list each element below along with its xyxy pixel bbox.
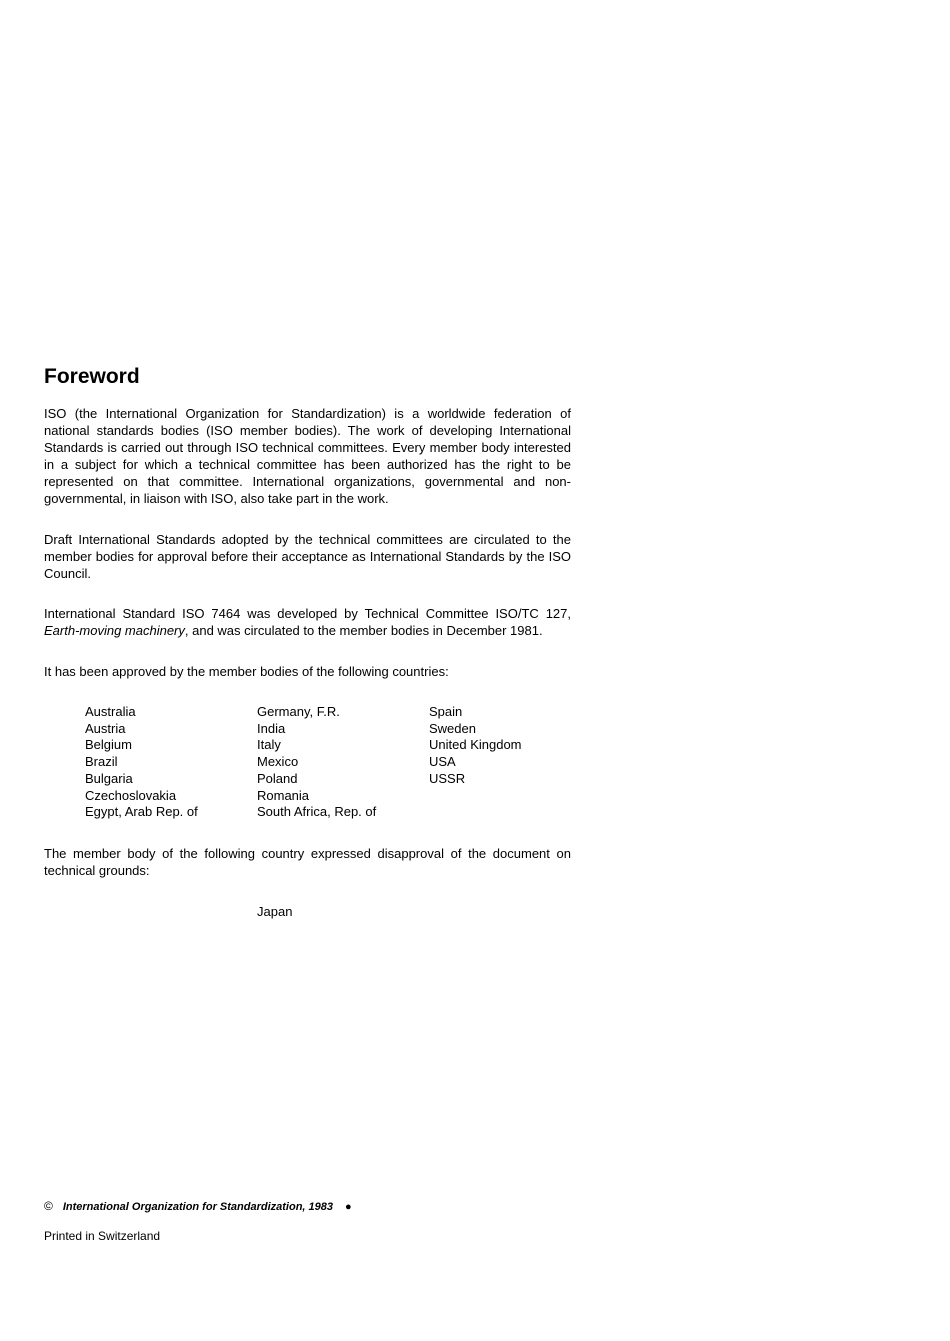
country-item: United Kingdom — [429, 737, 522, 753]
disapproving-country: Japan — [257, 904, 293, 919]
country-item: Poland — [257, 770, 298, 786]
country-item: South Africa, Rep. of — [257, 804, 377, 820]
country-item: USSR — [429, 770, 466, 786]
paragraph-development-lead: International Standard ISO 7464 was developed by Technical Committee ISO/TC 127, — [44, 606, 571, 621]
paragraph-draft-standards: Draft International Standards adopted by the technical committees are circulated to the member bodies for approval before their acceptance as International Standards by the ISO Council. — [44, 532, 571, 581]
copyright-icon: © — [44, 1199, 53, 1213]
page-title: Foreword — [44, 365, 140, 388]
paragraph-development-tail: , and was circulated to the member bodies in December 1981. — [184, 623, 543, 638]
country-item: India — [257, 720, 286, 736]
country-item: Mexico — [257, 754, 299, 770]
bullet-icon: ● — [345, 1201, 352, 1213]
country-item: Spain — [429, 704, 463, 719]
printed-location: Printed in Switzerland — [44, 1229, 161, 1243]
country-item: Italy — [257, 737, 281, 753]
country-item: USA — [429, 754, 456, 770]
country-item: Austria — [85, 720, 126, 736]
paragraph-iso-description: ISO (the International Organization for Standardization) is a worldwide federation of national standards bodies (ISO member bodies). The work of developing International Standards is carried out through ISO technical committees. Every member body interested in a subject for which a technical committee has been authorized has the right to be represented on that committee. International organizations, governmental and non-governmental, in liaison with ISO, also take part in the work. — [44, 406, 571, 506]
country-item: Belgium — [85, 737, 132, 753]
country-item: Romania — [257, 787, 310, 803]
country-item: Egypt, Arab Rep. of — [85, 804, 198, 820]
country-item: Germany, F.R. — [257, 704, 340, 719]
paragraph-approval: It has been approved by the member bodies of the following countries: — [44, 664, 449, 679]
country-item: Australia — [85, 704, 136, 719]
country-item: Bulgaria — [85, 770, 133, 786]
paragraph-disapproval: The member body of the following country expressed disapproval of the document on technical grounds: — [44, 846, 571, 878]
countries-column-3 — [429, 704, 605, 821]
copyright-notice — [44, 1199, 352, 1214]
countries-column-2 — [257, 704, 429, 821]
country-item: Sweden — [429, 720, 476, 736]
approving-countries-list — [85, 704, 605, 821]
paragraph-development — [44, 605, 571, 639]
country-item: Czechoslovakia — [85, 787, 177, 803]
country-item: Brazil — [85, 754, 118, 770]
committee-title: Earth-moving machinery — [44, 623, 185, 638]
copyright-text: International Organization for Standardization, 1983 — [62, 1201, 333, 1213]
countries-column-1 — [85, 704, 257, 821]
